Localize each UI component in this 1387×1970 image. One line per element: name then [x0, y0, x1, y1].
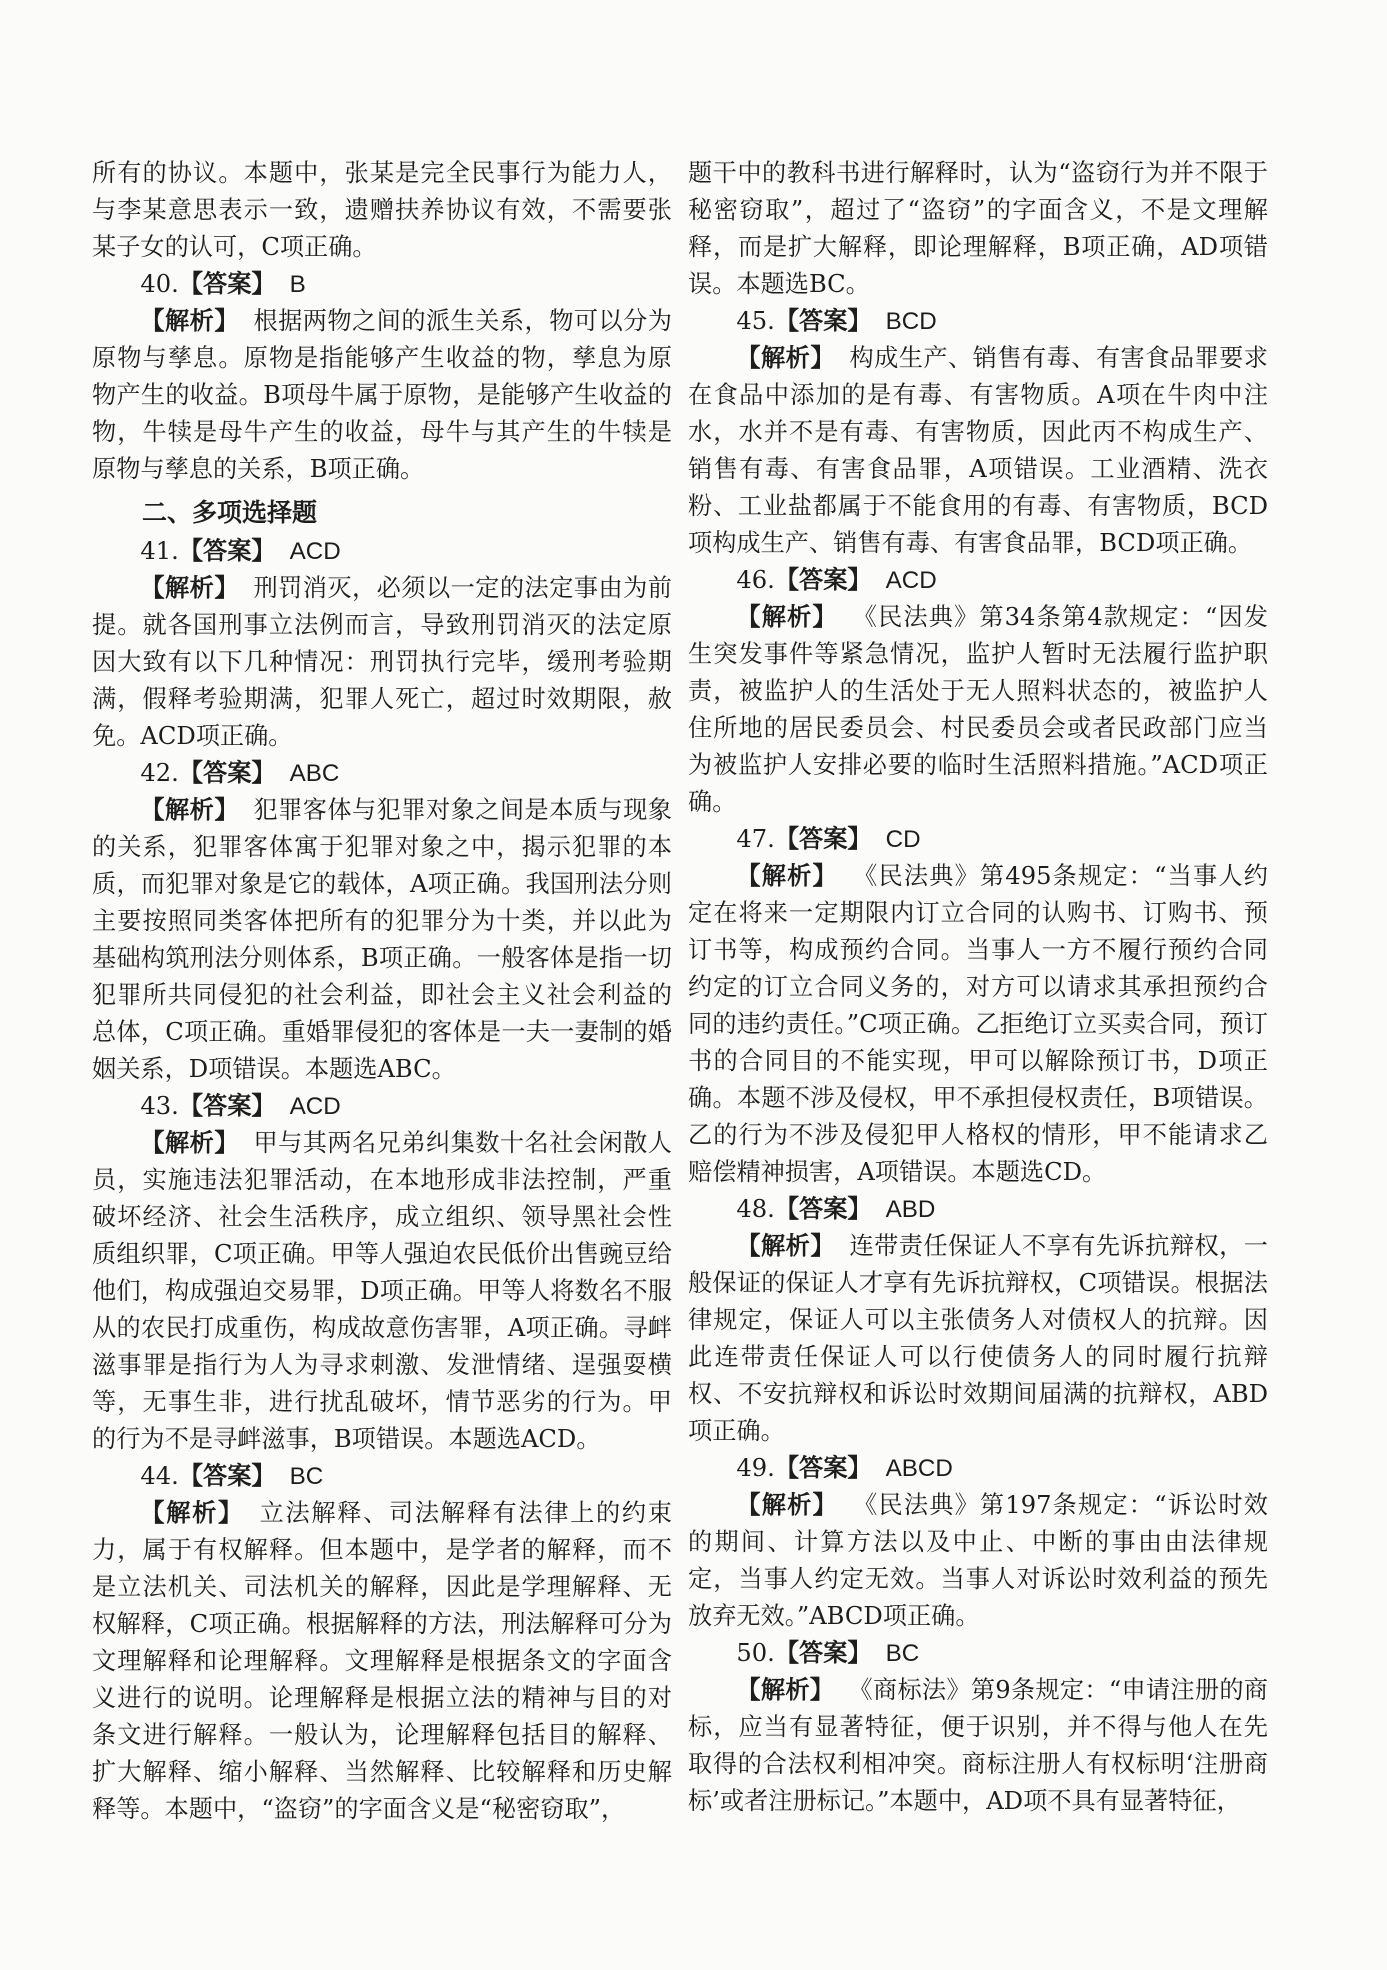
q46-analysis-label: 【解析】 — [736, 603, 838, 631]
q50-analysis-text: 《商标法》第9条规定：“申请注册的商标，应当有显著特征，便于识别，并不得与他人在先取得的合法权利相冲突。商标注册人有权标明‘注册商标’或者注册标记。”本题中，AD项不具有显著特征， — [688, 1676, 1268, 1815]
q40-answer — [92, 266, 672, 303]
q47-answer-label: 【答案】 — [774, 825, 872, 853]
q46-number: 46. — [736, 566, 775, 594]
q49-analysis-label: 【解析】 — [736, 1491, 838, 1519]
q47-analysis-label: 【解析】 — [736, 862, 838, 890]
q45-answer-value: BCD — [885, 308, 937, 335]
q44-answer-label: 【答案】 — [178, 1462, 276, 1490]
q46-analysis-text: 《民法典》第34条第4款规定：“因发生突发事件等紧急情况，监护人暂时无法履行监护职责，被监护人的生活处于无人照料状态的，被监护人住所地的居民委员会、村民委员会或者民政部门应当为被监护人安排必要的临时生活照料措施。”ACD项正确。 — [688, 603, 1268, 816]
q42-answer-value: ABC — [289, 760, 340, 787]
q46-answer-label: 【答案】 — [774, 566, 872, 594]
q43-number: 43. — [140, 1092, 179, 1120]
left-column — [92, 155, 672, 1828]
q40-answer-label: 【答案】 — [178, 270, 276, 298]
q48-answer-label: 【答案】 — [774, 1195, 872, 1223]
q42-number: 42. — [140, 759, 179, 787]
q50-answer-value: BC — [885, 1640, 920, 1667]
q40-number: 40. — [140, 270, 179, 298]
q48-answer-value: ABD — [885, 1196, 936, 1223]
q43-answer-label: 【答案】 — [178, 1092, 276, 1120]
q45-number: 45. — [736, 307, 775, 335]
q48-answer — [688, 1191, 1268, 1228]
q44-answer-value: BC — [289, 1463, 324, 1490]
q46-analysis — [688, 599, 1268, 821]
q41-answer-value: ACD — [289, 538, 341, 565]
q44-analysis-label: 【解析】 — [140, 1499, 244, 1527]
q47-analysis — [688, 858, 1268, 1191]
q42-analysis — [92, 792, 672, 1088]
q47-analysis-text: 《民法典》第495条规定：“当事人约定在将来一定期限内订立合同的认购书、订购书、预订书等，构成预约合同。当事人一方不履行预约合同约定的订立合同义务的，对方可以请求其承担预约合同的违约责任。”C项正确。乙拒绝订立买卖合同，预订书的合同目的不能实现，甲可以解除预订书，D项正确。本题不涉及侵权，甲不承担侵权责任，B项错误。乙的行为不涉及侵犯甲人格权的情形，甲不能请求乙赔偿精神损害，A项错误。本题选CD。 — [688, 862, 1268, 1186]
q46-answer — [688, 562, 1268, 599]
q49-answer — [688, 1450, 1268, 1487]
q41-number: 41. — [140, 537, 179, 565]
q41-analysis — [92, 570, 672, 755]
q44-continuation: 题干中的教科书进行解释时，认为“盗窃行为并不限于秘密窃取”，超过了“盗窃”的字面含义，不是文理解释，而是扩大解释，即论理解释，B项正确，AD项错误。本题选BC。 — [688, 159, 1268, 298]
q44-number: 44. — [140, 1462, 179, 1490]
q45-analysis — [688, 340, 1268, 562]
q40-answer-value: B — [289, 271, 306, 298]
section-title: 二、多项选择题 — [142, 498, 318, 527]
q50-answer — [688, 1635, 1268, 1672]
q42-answer-label: 【答案】 — [178, 759, 276, 787]
q41-answer-label: 【答案】 — [178, 537, 276, 565]
q49-number: 49. — [736, 1454, 775, 1482]
q43-answer-value: ACD — [289, 1093, 341, 1120]
q43-analysis-text: 甲与其两名兄弟纠集数十名社会闲散人员，实施违法犯罪活动，在本地形成非法控制，严重破坏经济、社会生活秩序，成立组织、领导黑社会性质组织罪，C项正确。甲等人强迫农民低价出售豌豆给他们，构成强迫交易罪，D项正确。甲等人将数名不服从的农民打成重伤，构成故意伤害罪，A项正确。寻衅滋事罪是指行为人为寻求刺激、发泄情绪、逞强耍横等，无事生非，进行扰乱破坏，情节恶劣的行为。甲的行为不是寻衅滋事，B项错误。本题选ACD。 — [92, 1129, 672, 1453]
q48-number: 48. — [736, 1195, 775, 1223]
q47-answer-value: CD — [885, 826, 921, 853]
q50-analysis — [688, 1672, 1268, 1820]
q50-number: 50. — [736, 1639, 775, 1667]
q49-analysis-text: 《民法典》第197条规定：“诉讼时效的期间、计算方法以及中止、中断的事由由法律规定，当事人约定无效。当事人对诉讼时效利益的预先放弃无效。”ABCD项正确。 — [688, 1491, 1268, 1630]
intro-paragraph: 所有的协议。本题中，张某是完全民事行为能力人，与李某意思表示一致，遗赠扶养协议有效，不需要张某子女的认可，C项正确。 — [92, 159, 672, 261]
q43-analysis-label: 【解析】 — [140, 1129, 239, 1157]
q45-analysis-text: 构成生产、销售有毒、有害食品罪要求在食品中添加的是有毒、有害物质。A项在牛肉中注水，水并不是有毒、有害物质，因此丙不构成生产、销售有毒、有害食品罪，A项错误。工业酒精、洗衣粉、工业盐都属于不能食用的有毒、有害物质，BCD项构成生产、销售有毒、有害食品罪，BCD项正确。 — [688, 344, 1268, 557]
q48-analysis — [688, 1228, 1268, 1450]
q42-answer — [92, 755, 672, 792]
q47-answer — [688, 821, 1268, 858]
q40-analysis-text: 根据两物之间的派生关系，物可以分为原物与孳息。原物是指能够产生收益的物，孳息为原物产生的收益。B项母牛属于原物，是能够产生收益的物，牛犊是母牛产生的收益，母牛与其产生的牛犊是原物与孳息的关系，B项正确。 — [92, 307, 672, 483]
q41-analysis-label: 【解析】 — [140, 574, 239, 602]
q43-answer — [92, 1088, 672, 1125]
q43-analysis — [92, 1125, 672, 1458]
q50-answer-label: 【答案】 — [774, 1639, 872, 1667]
q46-answer-value: ACD — [885, 567, 937, 594]
q48-analysis-label: 【解析】 — [736, 1232, 835, 1260]
q50-analysis-label: 【解析】 — [736, 1676, 835, 1704]
q41-analysis-text: 刑罚消灭，必须以一定的法定事由为前提。就各国刑事立法例而言，导致刑罚消灭的法定原因大致有以下几种情况：刑罚执行完毕，缓刑考验期满，假释考验期满，犯罪人死亡，超过时效期限，赦免。ACD项正确。 — [92, 574, 672, 750]
q44-analysis-text: 立法解释、司法解释有法律上的约束力，属于有权解释。但本题中，是学者的解释，而不是立法机关、司法机关的解释，因此是学理解释、无权解释，C项正确。根据解释的方法，刑法解释可分为文理解释和论理解释。文理解释是根据条文的字面含义进行的说明。论理解释是根据立法的精神与目的对条文进行解释。一般认为，论理解释包括目的解释、扩大解释、缩小解释、当然解释、比较解释和历史解释等。本题中，“盗窃”的字面含义是“秘密窃取”， — [92, 1499, 672, 1823]
q45-analysis-label: 【解析】 — [736, 344, 835, 372]
q44-analysis — [92, 1495, 672, 1828]
q47-number: 47. — [736, 825, 775, 853]
q44-answer — [92, 1458, 672, 1495]
q48-analysis-text: 连带责任保证人不享有先诉抗辩权，一般保证的保证人才享有先诉抗辩权，C项错误。根据法律规定，保证人可以主张债务人对债权人的抗辩。因此连带责任保证人可以行使债务人的同时履行抗辩权、不安抗辩权和诉讼时效期间届满的抗辩权，ABD项正确。 — [688, 1232, 1268, 1445]
q40-analysis — [92, 303, 672, 488]
q45-answer-label: 【答案】 — [774, 307, 872, 335]
q40-analysis-label: 【解析】 — [140, 307, 239, 335]
right-column — [688, 155, 1268, 1820]
q42-analysis-text: 犯罪客体与犯罪对象之间是本质与现象的关系，犯罪客体寓于犯罪对象之中，揭示犯罪的本质，而犯罪对象是它的载体，A项正确。我国刑法分则主要按照同类客体把所有的犯罪分为十类，并以此为基础构筑刑法分则体系，B项正确。一般客体是指一切犯罪所共同侵犯的社会利益，即社会主义社会利益的总体，C项正确。重婚罪侵犯的客体是一夫一妻制的婚姻关系，D项错误。本题选ABC。 — [92, 796, 672, 1083]
q49-answer-label: 【答案】 — [774, 1454, 872, 1482]
q45-answer — [688, 303, 1268, 340]
q49-answer-value: ABCD — [885, 1455, 953, 1482]
q49-analysis — [688, 1487, 1268, 1635]
q41-answer — [92, 533, 672, 570]
q42-analysis-label: 【解析】 — [140, 796, 239, 824]
